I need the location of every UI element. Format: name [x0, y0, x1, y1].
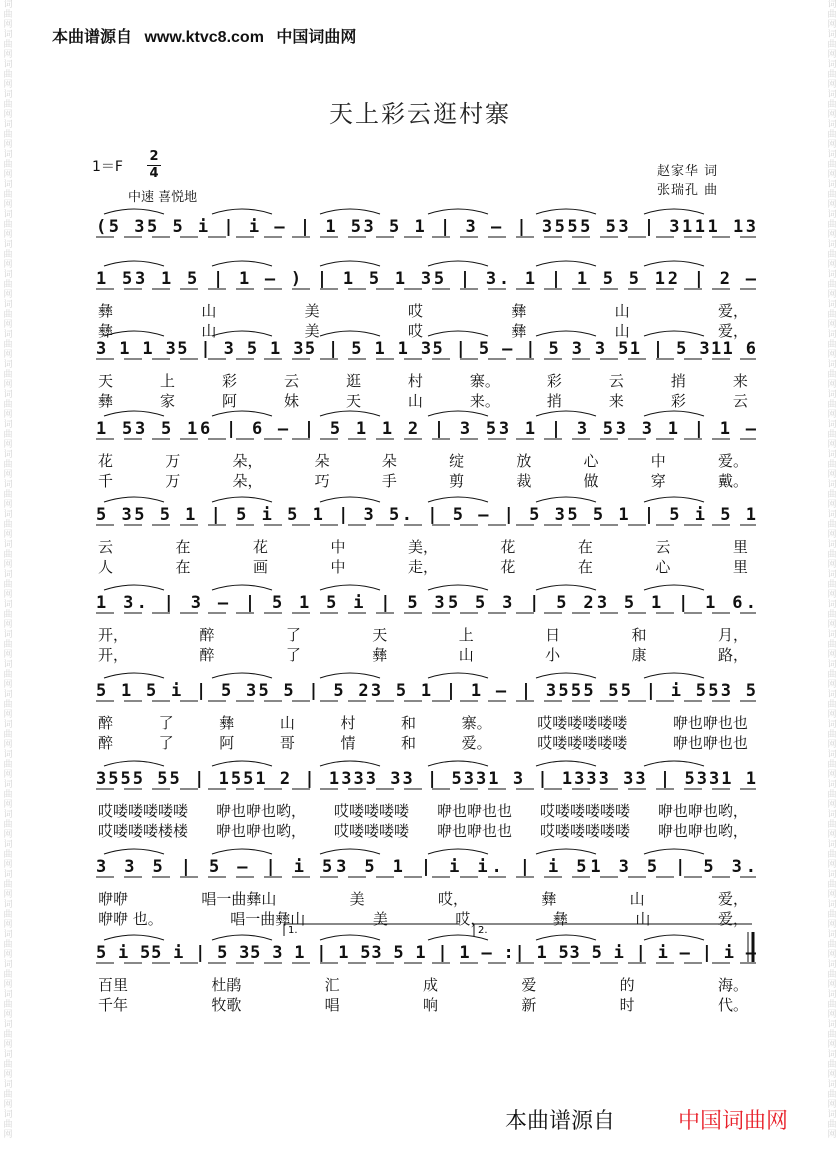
tempo-marking: 中速 喜悦地 [128, 190, 198, 205]
lyric-syllable: 云 [732, 392, 748, 410]
slur-mark [536, 673, 596, 678]
lyric-syllable: 村 [407, 372, 423, 390]
slur-mark [536, 761, 596, 766]
slur-mark [536, 585, 596, 590]
lyric-syllable: 云 [608, 372, 624, 390]
lyric-syllable: 成 [422, 976, 438, 994]
source-url[interactable]: www.ktvc8.com [144, 29, 264, 46]
song-title: 天上彩云逛村寨 [329, 100, 511, 128]
lyric-syllable: 山 [201, 302, 217, 320]
slur-mark [104, 935, 164, 940]
slur-mark [104, 849, 164, 854]
watermark-strip-left: 词曲网词曲网词曲网词曲网词曲网词曲网词曲网词曲网词曲网词曲网词曲网词曲网词曲网词曲网词曲网词曲网词曲网词曲网词曲网词曲网词曲网词曲网词曲网词曲网词曲网词曲网词曲网词曲网词曲网词曲网词曲网词曲网词曲网词曲网词曲网词曲网词曲网词曲网 [3, 0, 13, 1140]
lyric-line-2-1 [98, 302, 748, 320]
lyric-syllable: 哎 [407, 322, 423, 340]
slur-mark [644, 761, 704, 766]
lyric-syllable: 心 [583, 452, 599, 470]
lyric-syllable: 新 [521, 996, 537, 1014]
slur-mark [212, 209, 272, 214]
notation-row-2: 1 53 1 5 | 1 – ) | 1 5 1 35 | 3. 1 | 1 5 5 12 | 2 – [96, 269, 756, 289]
lyric-syllable: 代。 [717, 996, 748, 1014]
lyric-syllable: 心 [655, 558, 671, 576]
lyric-syllable: 天 [98, 372, 114, 390]
lyric-syllable: 村 [340, 714, 356, 732]
watermark-strip-right: 词曲网词曲网词曲网词曲网词曲网词曲网词曲网词曲网词曲网词曲网词曲网词曲网词曲网词曲网词曲网词曲网词曲网词曲网词曲网词曲网词曲网词曲网词曲网词曲网词曲网词曲网词曲网词曲网词曲网词曲网词曲网词曲网词曲网词曲网词曲网词曲网词曲网词曲网 [827, 0, 837, 1140]
lyric-syllable: 咿咿 [98, 890, 129, 908]
lyric-syllable: 爱 [521, 976, 537, 994]
lyric-syllable: 阿 [221, 392, 237, 410]
lyric-syllable: 花 [98, 452, 114, 470]
lyric-syllable: 中 [330, 538, 346, 556]
lyric-syllable: 彝 [552, 910, 568, 928]
slur-mark [104, 497, 164, 502]
notation-row-8: 3555 55 | 1551 2 | 1333 33 | 5331 3 | 1333 33 | 5331 1 [96, 769, 757, 789]
slur-mark [212, 585, 272, 590]
lyric-syllable: 爱。 [717, 452, 748, 470]
slur-mark [644, 261, 704, 266]
notation-row-3: 3 1 1 35 | 3 5 1 35 | 5 1 1 35 | 5 – | 5 3 3 51 | 5 311 6 [96, 339, 756, 359]
slur-mark [212, 761, 272, 766]
lyric-syllable: 爱， [717, 910, 748, 928]
lyric-syllable: 哎喽喽喽喽喽 [537, 734, 628, 752]
lyric-syllable: 放 [516, 452, 532, 470]
lyric-syllable: 醉 [199, 626, 215, 644]
lyric-line-8-2 [98, 822, 748, 840]
lyric-syllable: 路， [717, 646, 748, 664]
lyric-syllable: 美 [304, 322, 320, 340]
lyric-syllable: 朵， [232, 452, 263, 470]
lyric-syllable: 来 [732, 372, 748, 390]
slur-mark [536, 261, 596, 266]
lyric-line-2-2 [98, 322, 748, 340]
lyric-line-10-2 [98, 996, 748, 1014]
slur-mark [428, 497, 488, 502]
lyric-syllable: 来 [608, 392, 624, 410]
lyric-syllable: 里 [732, 538, 748, 556]
lyric-syllable: 响 [422, 996, 438, 1014]
lyric-syllable: 开， [98, 646, 129, 664]
lyric-syllable: 在 [577, 558, 593, 576]
lyric-syllable: 山 [201, 322, 217, 340]
lyric-syllable: 美 [372, 910, 388, 928]
lyric-syllable: 朵 [381, 452, 397, 470]
lyric-syllable: 爱。 [461, 734, 492, 752]
lyric-syllable: 阿 [219, 734, 235, 752]
lyric-syllable: 哎喽喽喽喽 [333, 802, 409, 820]
lyric-syllable: 花 [500, 538, 516, 556]
lyric-syllable: 彝 [511, 302, 527, 320]
lyric-syllable: 寨。 [469, 372, 500, 390]
lyric-syllable: 花 [252, 538, 268, 556]
slur-mark [320, 761, 380, 766]
lyric-syllable: 来。 [469, 392, 500, 410]
lyric-syllable: 美 [349, 890, 365, 908]
lyric-syllable: 彩 [670, 392, 686, 410]
lyric-syllable: 中 [330, 558, 346, 576]
slur-mark [104, 411, 164, 416]
lyric-syllable: 哎， [455, 910, 486, 928]
lyric-syllable: 朵， [232, 472, 263, 490]
lyric-syllable: 汇 [324, 976, 340, 994]
lyric-syllable: 了 [285, 646, 301, 664]
lyric-syllable: 彝 [372, 646, 388, 664]
lyric-line-5-2 [98, 558, 748, 576]
slur-mark [104, 209, 164, 214]
slur-mark [320, 935, 380, 940]
lyric-line-6-1 [98, 626, 748, 644]
lyric-line-5-1 [98, 538, 748, 556]
slur-mark [104, 585, 164, 590]
lyric-syllable: 上 [458, 626, 474, 644]
slur-mark [104, 261, 164, 266]
lyric-line-4-1 [98, 452, 748, 470]
lyric-syllable: 彩 [546, 372, 562, 390]
slur-mark [536, 849, 596, 854]
lyric-syllable: 画 [252, 558, 268, 576]
lyric-syllable: 百里 [98, 976, 129, 994]
slur-mark [428, 849, 488, 854]
lyric-line-10-1 [98, 976, 748, 994]
lyric-syllable: 万 [165, 472, 181, 490]
slur-mark [320, 209, 380, 214]
lyric-syllable: 醉 [98, 734, 114, 752]
slur-mark [428, 261, 488, 266]
lyric-syllable: 家 [159, 392, 175, 410]
notation-row-5: 5 35 5 1 | 5 i 5 1 | 3 5. | 5 – | 5 35 5 1 | 5 i 5 1 [96, 505, 756, 525]
slur-mark [104, 761, 164, 766]
slur-mark [320, 673, 380, 678]
lyric-syllable: 咿也咿也哟， [657, 822, 748, 840]
slur-mark [428, 585, 488, 590]
lyric-syllable: 上 [159, 372, 175, 390]
lyric-syllable: 中 [650, 452, 666, 470]
composer-credit: 张瑞孔 曲 [657, 183, 719, 198]
slur-mark [536, 209, 596, 214]
slur-mark [428, 411, 488, 416]
lyric-syllable: 的 [619, 976, 635, 994]
lyric-line-3-1 [98, 372, 748, 390]
lyric-line-8-1 [98, 802, 748, 820]
lyric-syllable: 捎 [546, 392, 562, 410]
lyric-syllable: 唱 [324, 996, 340, 1014]
lyric-syllable: 绽 [449, 452, 465, 470]
lyric-syllable: 山 [614, 302, 630, 320]
lyric-line-7-2 [98, 734, 748, 752]
lyric-syllable: 和 [401, 714, 417, 732]
lyric-syllable: 醉 [199, 646, 215, 664]
lyric-syllable: 醉 [98, 714, 114, 732]
lyric-syllable: 做 [583, 472, 599, 490]
lyric-syllable: 穿 [650, 472, 666, 490]
notation-row-10: 5 i 55 i | 5 35 3 1 | 1 53 5 1 | 1 – :| 1 53 5 i | i – | i – [96, 943, 756, 963]
slur-mark [104, 673, 164, 678]
slur-mark [212, 849, 272, 854]
lyric-syllable: 哎喽喽喽喽喽 [537, 714, 628, 732]
lyric-syllable: 手 [381, 472, 397, 490]
lyric-syllable: 云 [283, 372, 299, 390]
lyric-syllable: 捎 [670, 372, 686, 390]
lyric-syllable: 妹 [283, 392, 299, 410]
lyric-line-7-1 [98, 714, 748, 732]
lyric-syllable: 和 [631, 626, 647, 644]
lyric-syllable: 彝 [541, 890, 557, 908]
slur-mark [536, 935, 596, 940]
notation-row-4: 1 53 5 16 | 6 – | 5 1 1 2 | 3 53 1 | 3 53 3 1 | 1 – [96, 419, 756, 439]
lyric-syllable: 咿也咿也哟， [215, 822, 306, 840]
slur-mark [320, 261, 380, 266]
lyric-line-4-2 [98, 472, 748, 490]
lyric-syllable: 逛 [345, 372, 361, 390]
lyric-syllable: 海。 [717, 976, 748, 994]
lyric-syllable: 山 [635, 910, 651, 928]
lyric-syllable: 山 [629, 890, 645, 908]
lyric-syllable: 彝 [219, 714, 235, 732]
slur-mark [644, 497, 704, 502]
slur-mark [644, 935, 704, 940]
lyric-syllable: 山 [614, 322, 630, 340]
lyric-syllable: 爱， [717, 890, 748, 908]
slur-mark [212, 411, 272, 416]
source-site: 中国词曲网 [276, 29, 357, 46]
lyric-syllable: 山 [458, 646, 474, 664]
lyric-syllable: 寨。 [461, 714, 492, 732]
lyric-syllable: 彝 [98, 392, 114, 410]
notation-row-7: 5 1 5 i | 5 35 5 | 5 23 5 1 | 1 – | 3555 55 | i 553 5 [96, 681, 757, 701]
lyric-syllable: 在 [577, 538, 593, 556]
footer-site-name[interactable]: 中国词曲网 [678, 1109, 789, 1134]
lyric-syllable: 云 [98, 538, 114, 556]
lyric-syllable: 康 [631, 646, 647, 664]
lyric-syllable: 哥 [279, 734, 295, 752]
lyric-syllable: 爱， [717, 302, 748, 320]
lyric-syllable: 裁 [516, 472, 532, 490]
lyric-syllable: 唱一曲彝山 [230, 910, 306, 928]
lyric-syllable: 哎喽喽喽楼楼 [98, 822, 189, 840]
lyric-syllable: 哎喽喽喽喽 [333, 822, 409, 840]
lyric-syllable: 开， [98, 626, 129, 644]
slur-mark [644, 411, 704, 416]
lyric-syllable: 云 [655, 538, 671, 556]
slur-mark [644, 585, 704, 590]
slur-mark [536, 497, 596, 502]
lyric-syllable: 天 [345, 392, 361, 410]
lyric-syllable: 千年 [98, 996, 129, 1014]
lyric-syllable: 了 [158, 734, 174, 752]
lyric-syllable: 哎喽喽喽喽喽 [539, 802, 630, 820]
lyric-syllable: 花 [500, 558, 516, 576]
lyric-syllable: 巧 [314, 472, 330, 490]
lyric-syllable: 了 [285, 626, 301, 644]
lyric-syllable: 咿也咿也也 [436, 822, 512, 840]
lyric-syllable: 在 [175, 558, 191, 576]
meter-top: 2 [149, 149, 159, 164]
slur-mark [644, 673, 704, 678]
lyric-syllable: 小 [545, 646, 561, 664]
lyric-syllable: 人 [98, 558, 114, 576]
notation-row-9: 3 3 5 | 5 – | i 53 5 1 | i i. | i 51 3 5 | 5 3. [96, 857, 756, 877]
key-signature: 1＝F [92, 159, 123, 175]
lyric-syllable: 咿也咿也也 [436, 802, 512, 820]
slur-mark [320, 849, 380, 854]
lyric-syllable: 牧歌 [211, 996, 242, 1014]
source-label: 本曲谱源自 [52, 29, 133, 46]
lyric-syllable: 哎喽喽喽喽喽 [98, 802, 189, 820]
lyric-syllable: 爱， [717, 322, 748, 340]
slur-mark [212, 673, 272, 678]
lyric-syllable: 彝 [511, 322, 527, 340]
slur-mark [212, 261, 272, 266]
slur-mark [644, 209, 704, 214]
lyric-syllable: 咿也咿也哟， [215, 802, 306, 820]
lyric-syllable: 时 [619, 996, 635, 1014]
lyric-line-9-1 [98, 890, 748, 908]
meter-bottom: 4 [149, 166, 159, 181]
lyric-syllable: 彝 [98, 302, 114, 320]
lyric-syllable: 情 [340, 734, 356, 752]
lyric-syllable: 山 [279, 714, 295, 732]
lyric-syllable: 朵 [314, 452, 330, 470]
lyric-syllable: 天 [372, 626, 388, 644]
lyric-line-6-2 [98, 646, 748, 664]
lyric-syllable: 日 [545, 626, 561, 644]
lyric-syllable: 走， [407, 558, 438, 576]
lyric-syllable: 千 [98, 472, 114, 490]
slur-mark [320, 585, 380, 590]
lyric-syllable: 彝 [98, 322, 114, 340]
lyric-syllable: 了 [158, 714, 174, 732]
slur-mark [428, 209, 488, 214]
slur-mark [428, 761, 488, 766]
lyric-syllable: 哎喽喽喽喽喽 [539, 822, 630, 840]
slur-mark [644, 849, 704, 854]
lyric-syllable: 唱一曲彝山 [201, 890, 277, 908]
notation-row-1: (5 35 5 i | i – | 1 53 5 1 | 3 – | 3555 53 | 3111 13 [96, 217, 756, 237]
lyric-syllable: 美 [304, 302, 320, 320]
lyric-syllable: 里 [732, 558, 748, 576]
lyric-syllable: 咿也咿也哟， [657, 802, 748, 820]
lyric-syllable: 山 [407, 392, 423, 410]
lyric-syllable: 杜鹃 [211, 976, 242, 994]
volta-second-label: 2. [478, 925, 488, 936]
lyric-syllable: 咿也咿也也 [672, 714, 748, 732]
slur-mark [212, 935, 272, 940]
slur-mark [536, 411, 596, 416]
lyric-syllable: 万 [165, 452, 181, 470]
lyric-line-3-2 [98, 392, 748, 410]
lyric-syllable: 和 [401, 734, 417, 752]
slur-mark [212, 497, 272, 502]
lyric-line-9-2 [98, 910, 748, 928]
lyric-syllable: 咿咿 也。 [98, 910, 163, 928]
lyric-syllable: 在 [175, 538, 191, 556]
lyric-syllable: 咿也咿也也 [672, 734, 748, 752]
footer-source-label: 本曲谱源自 [505, 1109, 616, 1134]
lyric-syllable: 戴。 [717, 472, 748, 490]
volta-first-label: 1. [288, 925, 298, 936]
slur-mark [320, 411, 380, 416]
lyric-syllable: 剪 [449, 472, 465, 490]
slur-mark [320, 497, 380, 502]
lyric-syllable: 哎， [437, 890, 468, 908]
lyricist-credit: 赵家华 词 [657, 164, 719, 179]
lyric-syllable: 月， [717, 626, 748, 644]
lyric-syllable: 哎 [407, 302, 423, 320]
lyric-syllable: 美， [407, 538, 438, 556]
slur-mark [428, 673, 488, 678]
notation-row-6: 1 3. | 3 – | 5 1 5 i | 5 35 5 3 | 5 23 5 1 | 1 6. [96, 593, 756, 613]
lyric-syllable: 彩 [221, 372, 237, 390]
